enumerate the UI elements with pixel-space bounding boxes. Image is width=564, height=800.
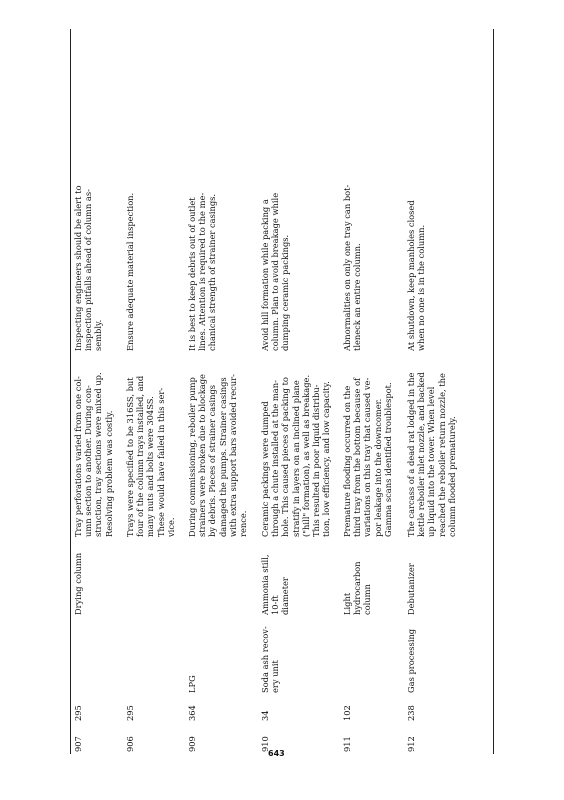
- plant-type: [125, 615, 187, 693]
- case-id: 906: [125, 736, 135, 752]
- top-rule: [70, 29, 71, 754]
- reference-number: 238: [406, 705, 416, 721]
- table-row: [125, 29, 187, 752]
- lesson-learned: Abnormalities on only one tray can bot- tleneck an entire column.: [342, 184, 363, 351]
- reference-number: 295: [125, 705, 135, 721]
- lesson-learned: Ensure adequate material inspection.: [125, 192, 135, 351]
- case-id: 912: [406, 736, 416, 752]
- reference-number: 295: [73, 705, 83, 721]
- column-unit: Drying column: [73, 552, 83, 615]
- plant-type: LPG: [187, 675, 197, 693]
- case-id: 910: [260, 736, 270, 752]
- column-unit: Light hydrocarbon column: [342, 561, 373, 615]
- reference-number: 34: [260, 710, 270, 721]
- incident-description: Ceramic packings were dumped through a chute installed at the man- hole. This caused pieces of packing to stratify in layers on an inclined plane ("hill" formation), as well as breakage. This resulted in poor liquid distribu- tion, low efficiency, and low capacity.: [260, 374, 332, 537]
- table-row: [260, 29, 342, 752]
- page-number: 643: [268, 749, 285, 758]
- incident-description: Premature flooding occurred on the third tray from the bottom because of variations on this tray that caused ve- por leakage into the downcomer. Gamma scans identified troublespot.: [342, 377, 393, 537]
- lesson-learned: Inspecting engineers should be alert to inspection pitfalls ahead of column as- sembly.: [73, 185, 104, 351]
- case-id: 909: [187, 736, 197, 752]
- plant-type: [342, 615, 406, 693]
- column-unit: [125, 537, 187, 615]
- incident-description: The carcass of a dead rat lodged in the kettle reboiler inlet nozzle, and backed up liquid into the tower. When level reached the reboiler return nozzle, the column flooded prematurely.: [406, 372, 457, 537]
- incident-table: [73, 29, 468, 752]
- plant-type: Gas processing: [406, 628, 416, 693]
- table-row: [342, 29, 406, 752]
- incident-description: Tray perforations varied from one col- umn section to another. During con- struction, tray sections were mixed up. Resolving problem was costly.: [73, 372, 114, 537]
- lesson-learned: Avoid hill formation while packing a column. Plan to avoid breakage while dumping ceramic packings.: [260, 192, 291, 351]
- plant-type: Soda ash recov- ery unit: [260, 626, 281, 693]
- column-unit: Debutanizer: [406, 563, 416, 615]
- bottom-rule: [493, 29, 494, 754]
- column-unit: Ammonia still, 10-ft diameter: [260, 554, 291, 615]
- lesson-learned: At shutdown, keep manholes closed when no one is in the column.: [406, 200, 427, 351]
- incident-description: Trays were specified to be 316SS, but four of the column trays installed, and many nuts and bolts were 304SS. These would have failed in this ser- vice.: [125, 375, 176, 537]
- case-id: 911: [342, 736, 352, 752]
- column-unit: [187, 537, 260, 615]
- table-row: [406, 29, 468, 752]
- lesson-learned: It is best to keep debris out of outlet lines. Attention is required to the me- chanical strength of strainer casings.: [187, 192, 218, 351]
- table-row: [73, 29, 125, 752]
- plant-type: [73, 615, 125, 693]
- reference-number: 102: [342, 705, 352, 721]
- reference-number: 364: [187, 705, 197, 721]
- case-id: 907: [73, 736, 83, 752]
- table-row: [187, 29, 260, 752]
- incident-description: During commissioning, reboiler pump strainers were broken due to blockage by debris. Pieces of strainer casings damaged the pumps. Strainer casings with extra support bars avoided recur- rence.: [187, 374, 249, 537]
